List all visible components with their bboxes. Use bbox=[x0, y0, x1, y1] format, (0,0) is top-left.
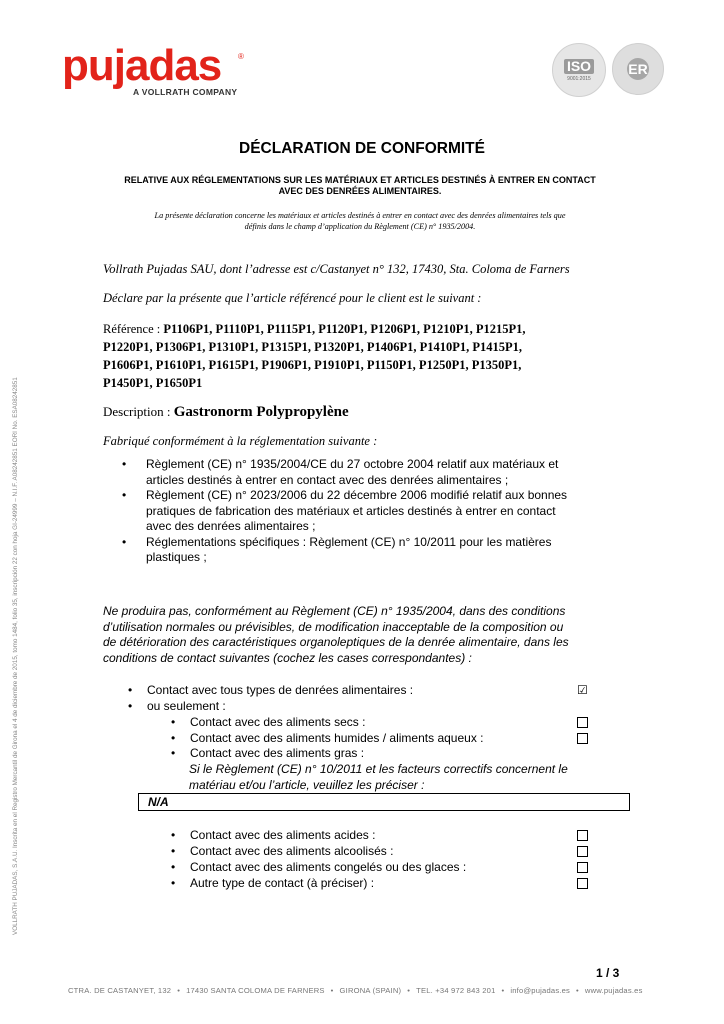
contact-label: Contact avec des aliments gras : bbox=[190, 746, 365, 760]
regulation-list bbox=[108, 457, 628, 566]
registration-side-text: VOLLRATH PUJADAS, S.A.U. Inscrita en el Registro Mercantil de Girona el 4 de diciembre de 2015, tomo 1484, folio 35, inscripción 22 con hoja GI-24999 – N.I.F. A08242851 EORI No. ESA08242851 bbox=[12, 377, 19, 935]
compliance-line: conditions de contact suivantes (cochez les cases correspondantes) : bbox=[103, 650, 472, 665]
contact-label: ou seulement : bbox=[147, 699, 226, 713]
list-item bbox=[108, 457, 628, 488]
contact-label: Contact avec des aliments acides : bbox=[190, 828, 376, 842]
intro-line: définis dans le champ d’application du Règlement (CE) n° 1935/2004. bbox=[244, 222, 476, 231]
reference-block bbox=[103, 320, 623, 392]
footer-separator: • bbox=[330, 986, 334, 995]
iso-seal-standard: 9001:2015 bbox=[567, 75, 591, 82]
bullet-icon: • bbox=[171, 746, 176, 760]
contact-frozen bbox=[171, 860, 466, 875]
reference-codes: P1450P1, P1650P1 bbox=[103, 376, 203, 390]
document-subtitle bbox=[100, 175, 620, 197]
regulation-text: pratiques de fabrication des matériaux et articles destinés à entrer en contact bbox=[146, 503, 556, 518]
footer-website[interactable]: www.pujadas.es bbox=[584, 986, 643, 995]
description-label: Description : bbox=[103, 404, 174, 419]
bullet-icon: • bbox=[171, 844, 176, 858]
contact-label: Contact avec tous types de denrées alimentaires : bbox=[147, 683, 414, 697]
footer-separator: • bbox=[501, 986, 505, 995]
contact-all-types bbox=[128, 683, 413, 698]
intro-line: La présente déclaration concerne les matériaux et articles destinés à entrer en contact avec des denrées alimentaires tels que bbox=[154, 211, 566, 220]
contact-label: Contact avec des aliments humides / aliments aqueux : bbox=[190, 731, 484, 745]
regulation-text: Règlement (CE) n° 1935/2004/CE du 27 octobre 2004 relatif aux matériaux et bbox=[146, 457, 559, 471]
compliance-line: Ne produira pas, conformément au Règlement (CE) n° 1935/2004, dans des conditions bbox=[103, 604, 566, 618]
compliance-line: de détérioration des caractéristiques organoleptiques de la denrée alimentaire, dans les bbox=[103, 635, 569, 650]
contact-label: Autre type de contact (à préciser) : bbox=[190, 876, 375, 890]
er-certification-seal bbox=[612, 43, 664, 95]
declaration-statement: Déclare par la présente que l’article référencé pour le client est le suivant : bbox=[103, 291, 482, 305]
note-line: Si le Règlement (CE) n° 10/2011 et les facteurs correctifs concernent le bbox=[189, 762, 568, 776]
reference-codes: P1106P1, P1110P1, P1115P1, P1120P1, P1206P1, P1210P1, P1215P1, bbox=[163, 322, 526, 336]
bullet-icon: • bbox=[171, 731, 176, 745]
intro-paragraph bbox=[110, 210, 610, 232]
checkbox-acid[interactable] bbox=[577, 830, 588, 841]
registered-mark: ® bbox=[238, 52, 244, 61]
checkbox-wet[interactable] bbox=[577, 733, 588, 744]
iso-seal-text: ISO bbox=[564, 59, 594, 74]
contact-acid bbox=[171, 828, 375, 843]
footer-separator: • bbox=[576, 986, 579, 995]
note-line: matériau et/ou l’article, veuillez les préciser : bbox=[189, 777, 425, 792]
footer-email[interactable]: info@pujadas.es bbox=[510, 986, 571, 995]
bullet-icon: • bbox=[171, 860, 176, 874]
company-statement: Vollrath Pujadas SAU, dont l’adresse est c/Castanyet n° 132, 17430, Sta. Coloma de Farners bbox=[103, 262, 570, 276]
checkbox-dry[interactable] bbox=[577, 717, 588, 728]
document-title: DÉCLARATION DE CONFORMITÉ bbox=[239, 140, 485, 157]
fat-details-field[interactable] bbox=[138, 793, 630, 811]
er-seal-text: ER bbox=[627, 58, 649, 80]
fat-details-value: N/A bbox=[148, 795, 169, 809]
footer-separator: • bbox=[177, 986, 181, 995]
contact-label: Contact avec des aliments congelés ou des glaces : bbox=[190, 860, 467, 874]
contact-label: Contact avec des aliments secs : bbox=[190, 715, 366, 729]
list-item bbox=[108, 488, 628, 535]
subtitle-line: AVEC DES DENRÉES ALIMENTAIRES. bbox=[278, 186, 442, 196]
logo-subtitle: A VOLLRATH COMPANY bbox=[133, 87, 238, 97]
bullet-icon: • bbox=[128, 683, 133, 697]
footer-phone: TEL. +34 972 843 201 bbox=[416, 986, 496, 995]
regulation-text: Règlement (CE) n° 2023/2006 du 22 décembre 2006 modifié relatif aux bonnes bbox=[146, 488, 568, 502]
regulation-text: avec des denrées alimentaires ; bbox=[146, 519, 316, 533]
bullet-icon: • bbox=[171, 828, 176, 842]
footer-city: 17430 SANTA COLOMA DE FARNERS bbox=[186, 986, 325, 995]
description-line bbox=[103, 404, 349, 421]
compliance-line: d’utilisation normales ou prévisibles, de modification inacceptable de la composition ou bbox=[103, 619, 564, 634]
bullet-icon: • bbox=[171, 876, 176, 890]
bullet-icon: • bbox=[171, 715, 176, 729]
checkbox-other[interactable] bbox=[577, 878, 588, 889]
checkbox-all-types[interactable]: ☑ bbox=[577, 683, 588, 697]
bullet-icon: • bbox=[122, 534, 127, 549]
checkbox-frozen[interactable] bbox=[577, 862, 588, 873]
contact-fat bbox=[171, 746, 364, 761]
fat-contact-note bbox=[189, 762, 629, 793]
regulation-text: articles destinés à entrer en contact avec des denrées alimentaires ; bbox=[146, 472, 509, 487]
footer bbox=[68, 986, 643, 995]
contact-label: Contact avec des aliments alcoolisés : bbox=[190, 844, 394, 858]
regulation-text: Réglementations spécifiques : Règlement (CE) n° 10/2011 pour les matières bbox=[146, 534, 552, 549]
footer-region: GIRONA (SPAIN) bbox=[339, 986, 402, 995]
subtitle-line: RELATIVE AUX RÉGLEMENTATIONS SUR LES MATÉRIAUX ET ARTICLES DESTINÉS À ENTRER EN CONTACT bbox=[124, 175, 596, 185]
footer-separator: • bbox=[407, 986, 411, 995]
reference-codes: P1220P1, P1306P1, P1310P1, P1315P1, P1320P1, P1406P1, P1410P1, P1415P1, bbox=[103, 340, 523, 354]
reference-label: Référence : bbox=[103, 322, 164, 336]
reference-codes: P1606P1, P1610P1, P1615P1, P1906P1, P1910P1, P1150P1, P1250P1, P1350P1, bbox=[103, 358, 522, 372]
contact-or-only bbox=[128, 699, 226, 714]
page-number: 1 / 3 bbox=[596, 966, 620, 980]
footer-address: CTRA. DE CASTANYET, 132 bbox=[68, 986, 172, 995]
pujadas-logo: pujadas bbox=[62, 41, 222, 90]
bullet-icon: • bbox=[122, 488, 127, 502]
compliance-paragraph bbox=[103, 604, 628, 666]
contact-other bbox=[171, 876, 374, 891]
regulation-text: plastiques ; bbox=[146, 550, 207, 564]
list-item bbox=[108, 535, 628, 566]
bullet-icon: • bbox=[128, 699, 133, 713]
checkbox-alcohol[interactable] bbox=[577, 846, 588, 857]
iso-certification-seal bbox=[552, 43, 606, 97]
contact-dry bbox=[171, 715, 365, 730]
contact-wet bbox=[171, 731, 483, 746]
description-value: Gastronorm Polypropylène bbox=[173, 404, 349, 420]
regulation-intro: Fabriqué conformément à la réglementation suivante : bbox=[103, 434, 378, 448]
bullet-icon: • bbox=[122, 457, 127, 471]
contact-alcohol bbox=[171, 844, 393, 859]
